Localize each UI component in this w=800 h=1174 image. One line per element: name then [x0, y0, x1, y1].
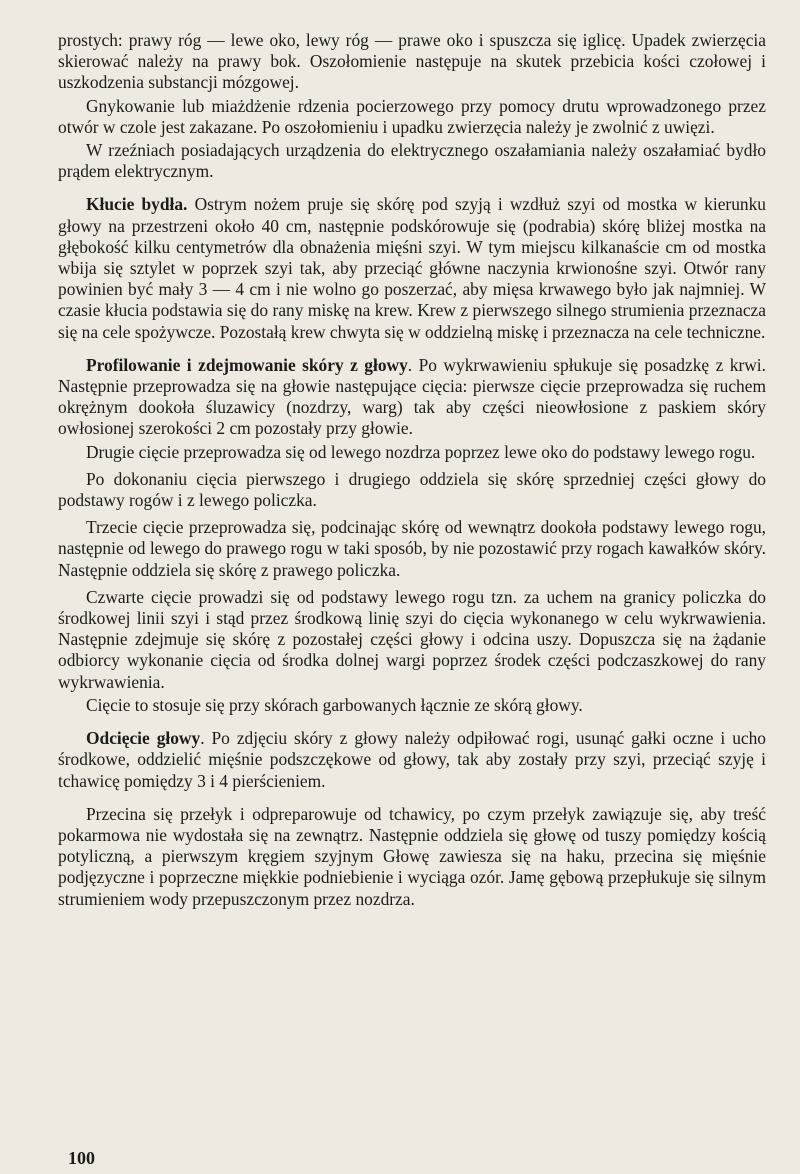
paragraph-text: Przecina się przełyk i odpreparowuje od tchawicy, po czym przełyk zawiązuje się, aby treść pokarmowa nie wydostała się na zewnątrz. Następnie oddziela się głowę od tuszy pomiędzy kością potyliczną, a pierwszym kręgiem szyjnym Głowę zawiesza się na haku, przecina się mięśnie podjęzyczne i poprzeczne miękkie podniebienie i wyciąga ozór. Jamę gębową przepłukuje się silnym strumieniem wody przepuszczonym przez nozdrza. — [58, 803, 766, 909]
paragraph-profilowanie — [58, 355, 766, 440]
paragraph-przecina — [58, 804, 766, 910]
paragraph-3 — [58, 140, 766, 182]
paragraph-text: Ostrym nożem pruje się skórę pod szyją i wzdłuż szyi od mostka w kierunku głowy na przestrzeni około 40 cm, następnie podskórowuje się (podrabia) skórę bliżej mostka na głębokość kilku centymetrów dla obnażenia mięśni szyi. W tym miejscu kilkanaście cm od mostka wbija się sztylet w poprzek szyi tak, aby przeciąć główne naczynia krwionośne szyi. Otwór rany powinien być mały 3 — 4 cm i nie wolno go poszerzać, aby mięsa krwawego było jak najmniej. W czasie kłucia podstawia się do rany miskę na krew. Krew z pierwszego silnego strumienia przeznacza się na cele spożywcze. Pozostałą krew chwyta się w oddzielną miskę i przeznacza na cele techniczne. — [58, 194, 766, 342]
page-text — [58, 30, 766, 910]
paragraph-drugie-ciecie — [58, 442, 766, 463]
section-heading: Profilowanie i zdejmowanie skóry z głowy — [86, 354, 408, 375]
paragraph-klucie-bydla — [58, 194, 766, 342]
paragraph-po-dokonaniu — [58, 469, 766, 511]
paragraph-text: . Po zdjęciu skóry z głowy należy odpiłować rogi, usunąć gałki oczne i ucho środkowe, oddzielić mięśnie podszczękowe od głowy, tak aby zostały przy szyi, przeciąć szyję i tchawicę pomiędzy 3 i 4 pierścieniem. — [58, 728, 766, 791]
paragraph-ciecie-to — [58, 695, 766, 716]
paragraph-text: Po dokonaniu cięcia pierwszego i drugiego oddziela się skórę sprzedniej części głowy do podstawy rogów i z lewego policzka. — [58, 468, 766, 511]
paragraph-text: . Po wykrwawieniu spłukuje się posadzkę z krwi. Następnie przeprowadza się na głowie następujące cięcia: pierwsze cięcie przeprowadza się ruchem okrężnym dookoła śluzawicy (nozdrzy, warg) tak aby części nieowłosione z paskiem skóry owłosionej szerokości 2 cm pozostały przy głowie. — [58, 354, 766, 439]
paragraph-text: Cięcie to stosuje się przy skórach garbowanych łącznie ze skórą głowy. — [86, 694, 583, 715]
paragraph-text: Trzecie cięcie przeprowadza się, podcinając skórę od wewnątrz dookoła podstawy lewego rogu, następnie od lewego do prawego rogu w taki sposób, by nie pozostawić przy rogach kawałków skóry. Następnie oddziela się skórę z prawego policzka. — [58, 517, 766, 580]
page-number: 100 — [68, 1148, 95, 1168]
paragraph-trzecie-ciecie — [58, 517, 766, 581]
paragraph-text: prostych: prawy róg — lewe oko, lewy róg — prawe oko i spuszcza się iglicę. Upadek zwierzęcia skierować należy na prawy bok. Oszołomienie następuje na skutek przebicia kości czołowej i uszkodzenia substancji mózgowej. — [58, 30, 766, 93]
paragraph-text: Czwarte cięcie prowadzi się od podstawy lewego rogu tzn. za uchem na granicy policzka do środkowej linii szyi i stąd przez środkową linię szyi do cięcia wykonanego w celu wykrwawienia. Następnie zdejmuje się skórę z pozostałej części głowy i odcina uszy. Dopuszcza się na żądanie odbiorcy wykonanie cięcia od środka dolnej wargi poprzez środek części podczaszkowej do rany wykrwawienia. — [58, 586, 766, 692]
section-heading: Odcięcie głowy — [86, 728, 201, 749]
section-heading: Kłucie bydła. — [86, 194, 188, 215]
paragraph-2 — [58, 96, 766, 138]
paragraph-czwarte-ciecie — [58, 587, 766, 693]
paragraph-text: Gnykowanie lub miażdżenie rdzenia pocierzowego przy pomocy drutu wprowadzonego przez otwór w czole jest zakazane. Po oszołomieniu i upadku zwierzęcia należy je zwolnić z uwięzi. — [58, 95, 766, 137]
paragraph-text: W rzeźniach posiadających urządzenia do elektrycznego oszałamiania należy oszałamiać bydło prądem elektrycznym. — [58, 140, 766, 182]
paragraph-odciecie-glowy — [58, 728, 766, 792]
paragraph-text: Drugie cięcie przeprowadza się od lewego nozdrza poprzez lewe oko do podstawy lewego rogu. — [86, 441, 756, 462]
paragraph-1 — [58, 30, 766, 94]
